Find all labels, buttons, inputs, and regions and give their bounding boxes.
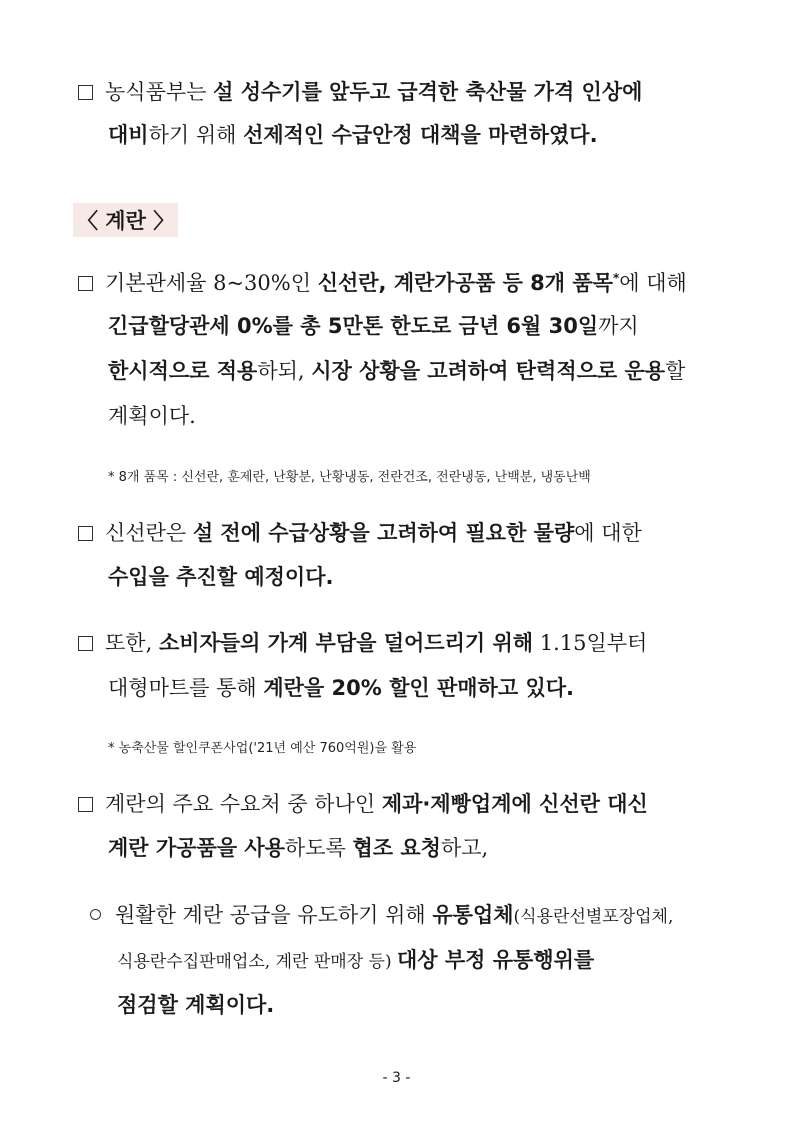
p3-line2: 수입을 추진할 예정이다. — [108, 565, 334, 589]
p2-line1: 기본관세율 8~30%인 신선란, 계란가공품 등 8개 품목*에 대해 — [78, 272, 687, 294]
p3-line1: 신선란은 설 전에 수급상황을 고려하여 필요한 물량에 대한 — [78, 523, 642, 544]
p4-footnote: * 농축산물 할인쿠폰사업('21년 예산 760억원)을 활용 — [108, 741, 417, 756]
p1-line1: 농식품부는 설 성수기를 앞두고 급격한 축산물 가격 인상에 — [78, 82, 642, 103]
p5-line2: 계란 가공품을 사용하도록 협조 요청하고, — [108, 836, 489, 860]
p2-line4: 계획이다. — [108, 404, 196, 428]
checkbox-bullet-icon — [78, 636, 93, 651]
checkbox-bullet-icon — [78, 85, 93, 100]
p2-line2: 긴급할당관세 0%를 총 5만톤 한도로 금년 6월 30일까지 — [108, 314, 639, 338]
checkbox-bullet-icon — [78, 797, 93, 812]
p6-line2: 식용란수집판매업소, 계란 판매장 등) 대상 부정 유통행위를 — [117, 948, 595, 972]
p2-line3: 한시적으로 적용하되, 시장 상황을 고려하여 탄력적으로 운용할 — [108, 359, 686, 383]
page-number: - 3 - — [382, 1070, 411, 1086]
circle-bullet-icon — [90, 909, 101, 920]
p4-line2: 대형마트를 통해 계란을 20% 할인 판매하고 있다. — [108, 676, 574, 700]
p6-line1: 원활한 계란 공급을 유도하기 위해 유통업체(식용란선별포장업체, — [90, 905, 673, 926]
p5-line1: 계란의 주요 수요처 중 하나인 제과·제빵업계에 신선란 대신 — [78, 794, 648, 815]
p4-line1: 또한, 소비자들의 가계 부담을 덜어드리기 위해 1.15일부터 — [78, 633, 647, 654]
checkbox-bullet-icon — [78, 526, 93, 541]
section-title: 〈 계란 〉 — [73, 203, 178, 237]
p2-footnote: * 8개 품목 : 신선란, 훈제란, 난황분, 난황냉동, 전란건조, 전란냉동, 난백분, 냉동난백 — [108, 470, 591, 485]
checkbox-bullet-icon — [78, 276, 93, 291]
p6-line3: 점검할 계획이다. — [117, 993, 275, 1017]
p1-line2: 대비하기 위해 선제적인 수급안정 대책을 마련하였다. — [108, 123, 598, 147]
